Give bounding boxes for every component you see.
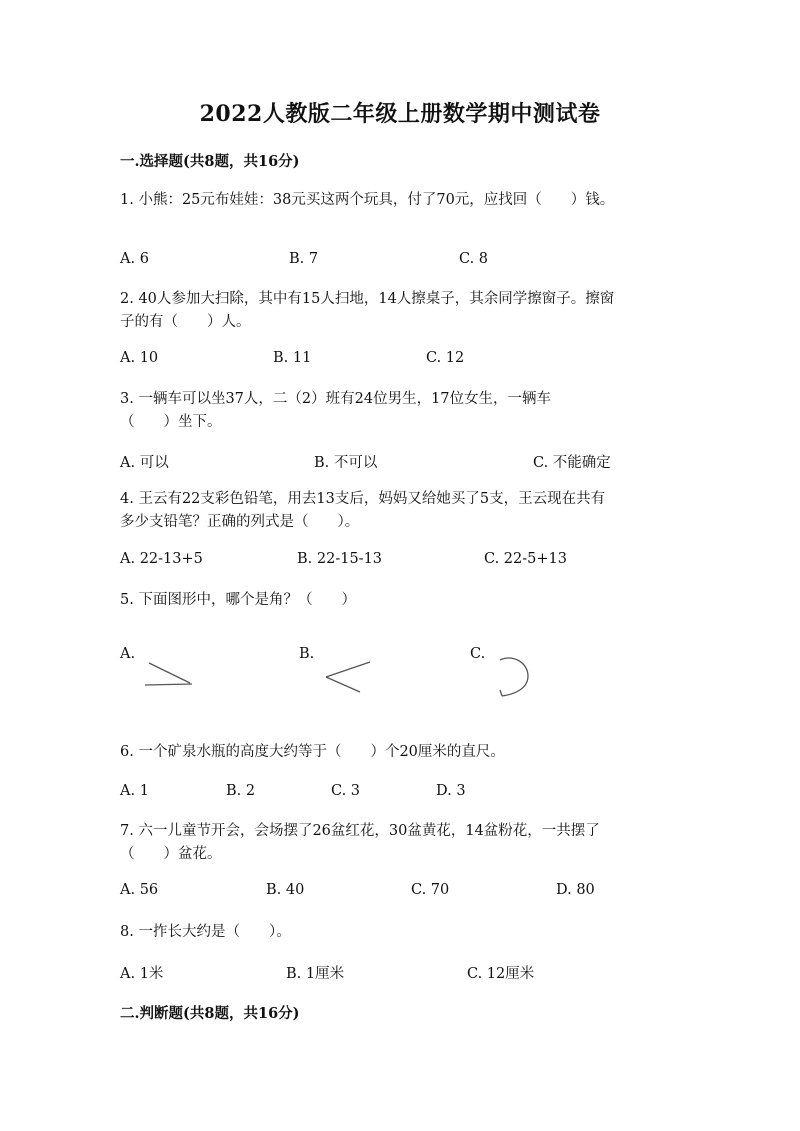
option-d: D. 3 <box>436 783 466 799</box>
question-line: 多少支铅笔？正确的列式是（ ）。 <box>120 514 360 530</box>
question-5 <box>120 589 680 612</box>
question-line: 6. 一个矿泉水瓶的高度大约等于（ ）个20厘米的直尺。 <box>120 744 505 760</box>
option-a: A. 1 <box>120 783 149 799</box>
question-line: （ ）坐下。 <box>120 414 222 430</box>
option-b: B. 7 <box>289 251 319 267</box>
question-line: 5. 下面图形中，哪个是角？（ ） <box>120 592 356 608</box>
option-c: C. 12厘米 <box>467 966 535 982</box>
option-d: D. 80 <box>556 882 595 898</box>
option-a: A. 56 <box>120 882 159 898</box>
option-c: C. 8 <box>459 251 489 267</box>
option-a: A. 6 <box>120 251 149 267</box>
question-4 <box>120 488 680 534</box>
option-a: A. 22-13+5 <box>120 551 203 567</box>
option-a-label: A. <box>120 646 136 662</box>
option-a: A. 可以 <box>120 455 169 471</box>
option-c: C. 不能确定 <box>533 455 611 471</box>
question-line: 8. 一拃长大约是（ ）。 <box>120 924 291 940</box>
option-c: C. 22-5+13 <box>484 551 567 567</box>
option-c-label: C. <box>470 646 486 662</box>
question-8 <box>120 921 680 944</box>
option-b: B. 不可以 <box>314 455 378 471</box>
question-line: 7. 六一儿童节开会，会场摆了26盆红花，30盆黄花，14盆粉花，一共摆了 <box>120 823 600 839</box>
page-title: 2022人教版二年级上册数学期中测试卷 <box>199 101 601 127</box>
figure-a-non-angle <box>140 660 200 692</box>
question-line: 4. 王云有22支彩色铅笔，用去13支后，妈妈又给她买了5支，王云现在共有 <box>120 491 606 507</box>
question-1 <box>120 189 680 212</box>
question-line: （ ）盆花。 <box>120 846 222 862</box>
question-line: 3. 一辆车可以坐37人，二（2）班有24位男生，17位女生，一辆车 <box>120 391 552 407</box>
question-line: 1. 小熊：25元布娃娃：38元买这两个玩具，付了70元，应找回（ ）钱。 <box>120 192 615 208</box>
figure-c-curve <box>490 652 540 700</box>
section-heading-true-false: 二.判断题(共8题，共16分) <box>120 1005 300 1022</box>
question-7 <box>120 820 680 866</box>
question-line: 2. 40人参加大扫除，其中有15人扫地，14人擦桌子，其余同学擦窗子。擦窗 <box>120 291 615 307</box>
option-c: C. 12 <box>426 350 465 366</box>
option-a: A. 10 <box>120 350 159 366</box>
option-b: B. 2 <box>226 783 256 799</box>
option-c: C. 70 <box>411 882 450 898</box>
option-b-label: B. <box>299 646 315 662</box>
option-b: B. 40 <box>266 882 305 898</box>
section-heading-multiple-choice: 一.选择题(共8题，共16分) <box>120 153 300 170</box>
question-3 <box>120 388 680 434</box>
option-b: B. 11 <box>273 350 312 366</box>
question-2 <box>120 288 680 334</box>
question-6 <box>120 741 680 764</box>
option-b: B. 22-15-13 <box>297 551 383 567</box>
option-a: A. 1米 <box>120 966 164 982</box>
question-line: 子的有（ ）人。 <box>120 314 251 330</box>
figure-b-angle <box>318 660 378 696</box>
option-b: B. 1厘米 <box>286 966 345 982</box>
option-c: C. 3 <box>331 783 361 799</box>
